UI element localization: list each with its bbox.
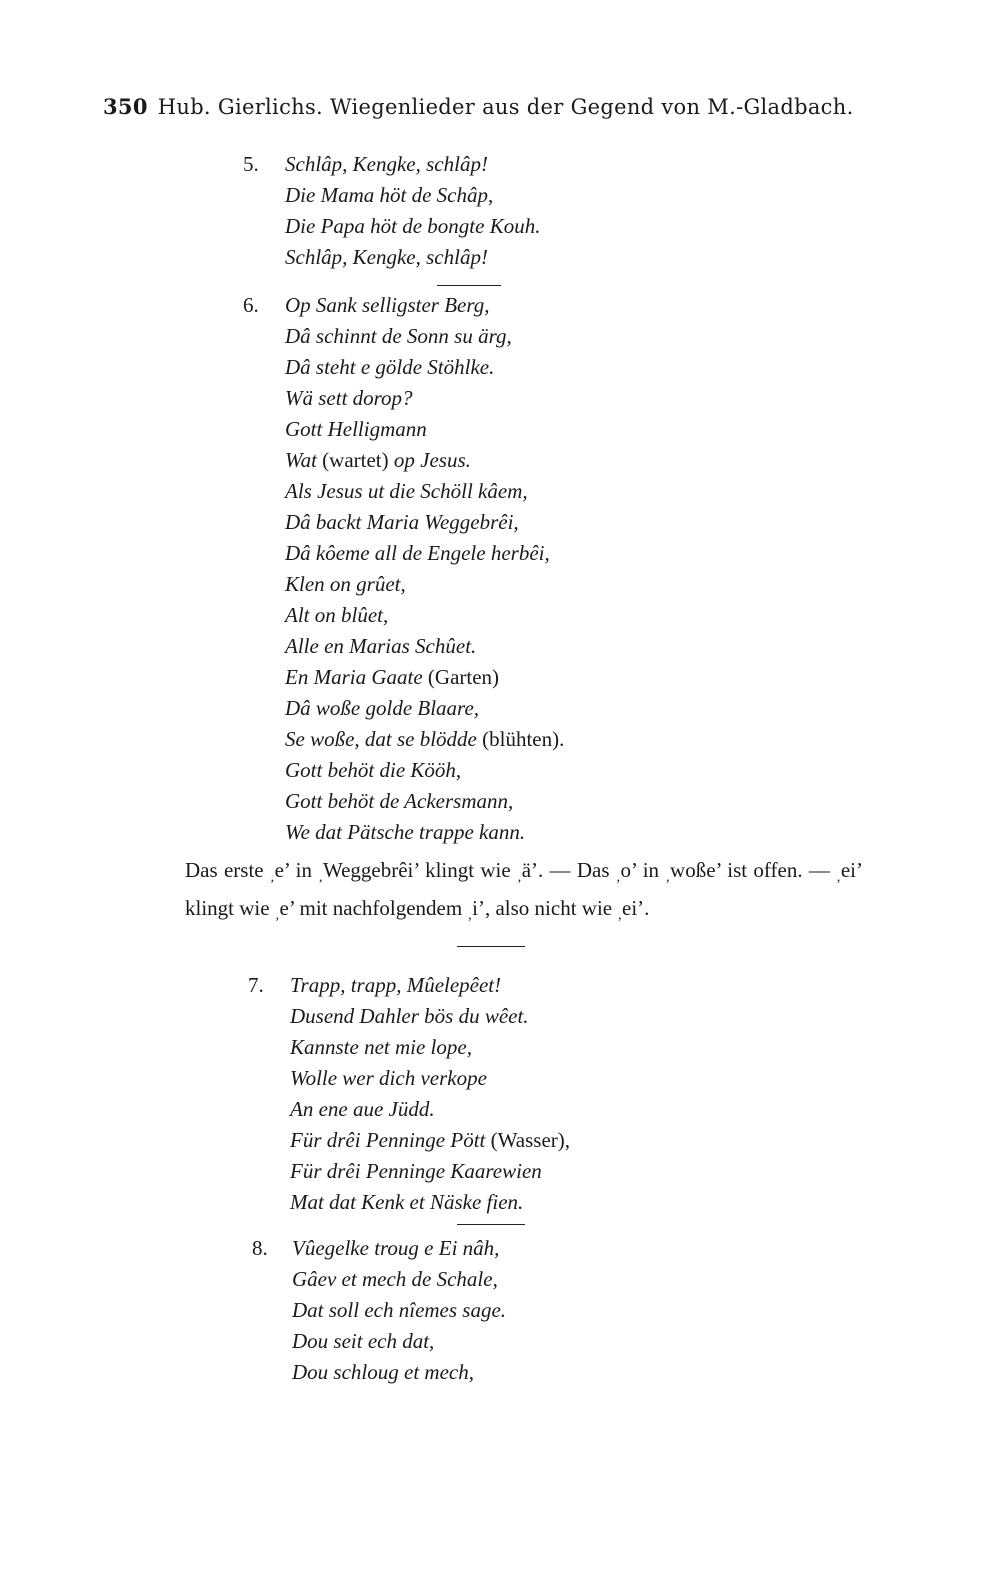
verse-line: Dou schloug et mech, <box>292 1360 474 1384</box>
poem-number: 7. <box>248 973 264 997</box>
verse-line: Wä sett dorop? <box>285 386 413 410</box>
verse-line: Alt on blûet, <box>285 603 389 627</box>
verse-line <box>285 448 471 473</box>
verse-fragment: Wat <box>285 448 317 472</box>
verse-line: Kannste net mie lope, <box>290 1035 472 1059</box>
poem-number: 8. <box>252 1236 268 1260</box>
verse-line: Dâ backt Maria Weggebrêi, <box>285 510 519 534</box>
section-divider <box>437 285 501 286</box>
poem-number: 5. <box>243 152 259 176</box>
verse-fragment: Für drêi Penninge Pött <box>290 1128 486 1152</box>
verse-line: Trapp, trapp, Mûelepêet! <box>290 973 502 997</box>
verse-line: Wolle wer dich verkope <box>290 1066 487 1090</box>
verse-line: Gott Helligmann <box>285 417 427 441</box>
verse-line: Dou seit ech dat, <box>292 1329 435 1353</box>
gloss: (blühten). <box>482 727 565 751</box>
running-head <box>103 94 854 119</box>
verse-line: Dâ woße golde Blaare, <box>285 696 480 720</box>
verse-line: Dâ schinnt de Sonn su ärg, <box>285 324 512 348</box>
verse-line: Klen on grûet, <box>285 572 406 596</box>
verse-line: Gott behöt die Kööh, <box>285 758 462 782</box>
gloss: (Garten) <box>427 665 500 689</box>
section-divider <box>457 1224 525 1225</box>
verse-line: Gâev et mech de Schale, <box>292 1267 498 1291</box>
verse-line: Schlâp, Kengke, schlâp! <box>285 152 488 176</box>
running-title: Hub. Gierlichs. Wiegenlieder aus der Gegend von M.-Gladbach. <box>157 95 854 119</box>
verse-line <box>285 665 499 690</box>
poem-number: 6. <box>243 293 259 317</box>
page-number: 350 <box>103 94 148 119</box>
verse-line: Dâ steht e gölde Stöhlke. <box>285 355 495 379</box>
verse-line: Dâ kôeme all de Engele herbêi, <box>285 541 550 565</box>
verse-line: Alle en Marias Schûet. <box>285 634 477 658</box>
verse-fragment: op Jesus. <box>393 448 471 472</box>
verse-fragment: Se woße, dat se blödde <box>285 727 477 751</box>
verse-line: Dat soll ech nîemes sage. <box>292 1298 507 1322</box>
gloss: (Wasser), <box>490 1128 570 1152</box>
verse-line: Als Jesus ut die Schöll kâem, <box>285 479 528 503</box>
verse-line: Für drêi Penninge Kaarewien <box>290 1159 542 1183</box>
section-divider <box>457 946 525 947</box>
verse-line: Vûegelke troug e Ei nâh, <box>292 1236 500 1260</box>
verse-line: Die Mama höt de Schâp, <box>285 183 494 207</box>
verse-line: Dusend Dahler bös du wêet. <box>290 1004 529 1028</box>
gloss: (wartet) <box>322 448 389 472</box>
verse-line: Die Papa höt de bongte Kouh. <box>285 214 541 238</box>
verse-line <box>285 727 564 752</box>
verse-line: An ene aue Jüdd. <box>290 1097 435 1121</box>
verse-line: Schlâp, Kengke, schlâp! <box>285 245 488 269</box>
verse-line: Gott behöt de Ackersmann, <box>285 789 514 813</box>
verse-line <box>290 1128 570 1153</box>
pronunciation-note: Das erste ‚e’ in ‚Weggebrêi’ klingt wie ‚ä’. — Das ‚o’ in ‚woße’ ist offen. — ‚ei’ klingt wie ‚e’ mit nachfolgendem ‚i’, also nicht wie ‚ei’. <box>185 858 863 923</box>
verse-line: Mat dat Kenk et Näske fien. <box>290 1190 524 1214</box>
verse-line: We dat Pätsche trappe kann. <box>285 820 526 844</box>
verse-fragment: En Maria Gaate <box>285 665 423 689</box>
verse-line: Op Sank selligster Berg, <box>285 293 490 317</box>
